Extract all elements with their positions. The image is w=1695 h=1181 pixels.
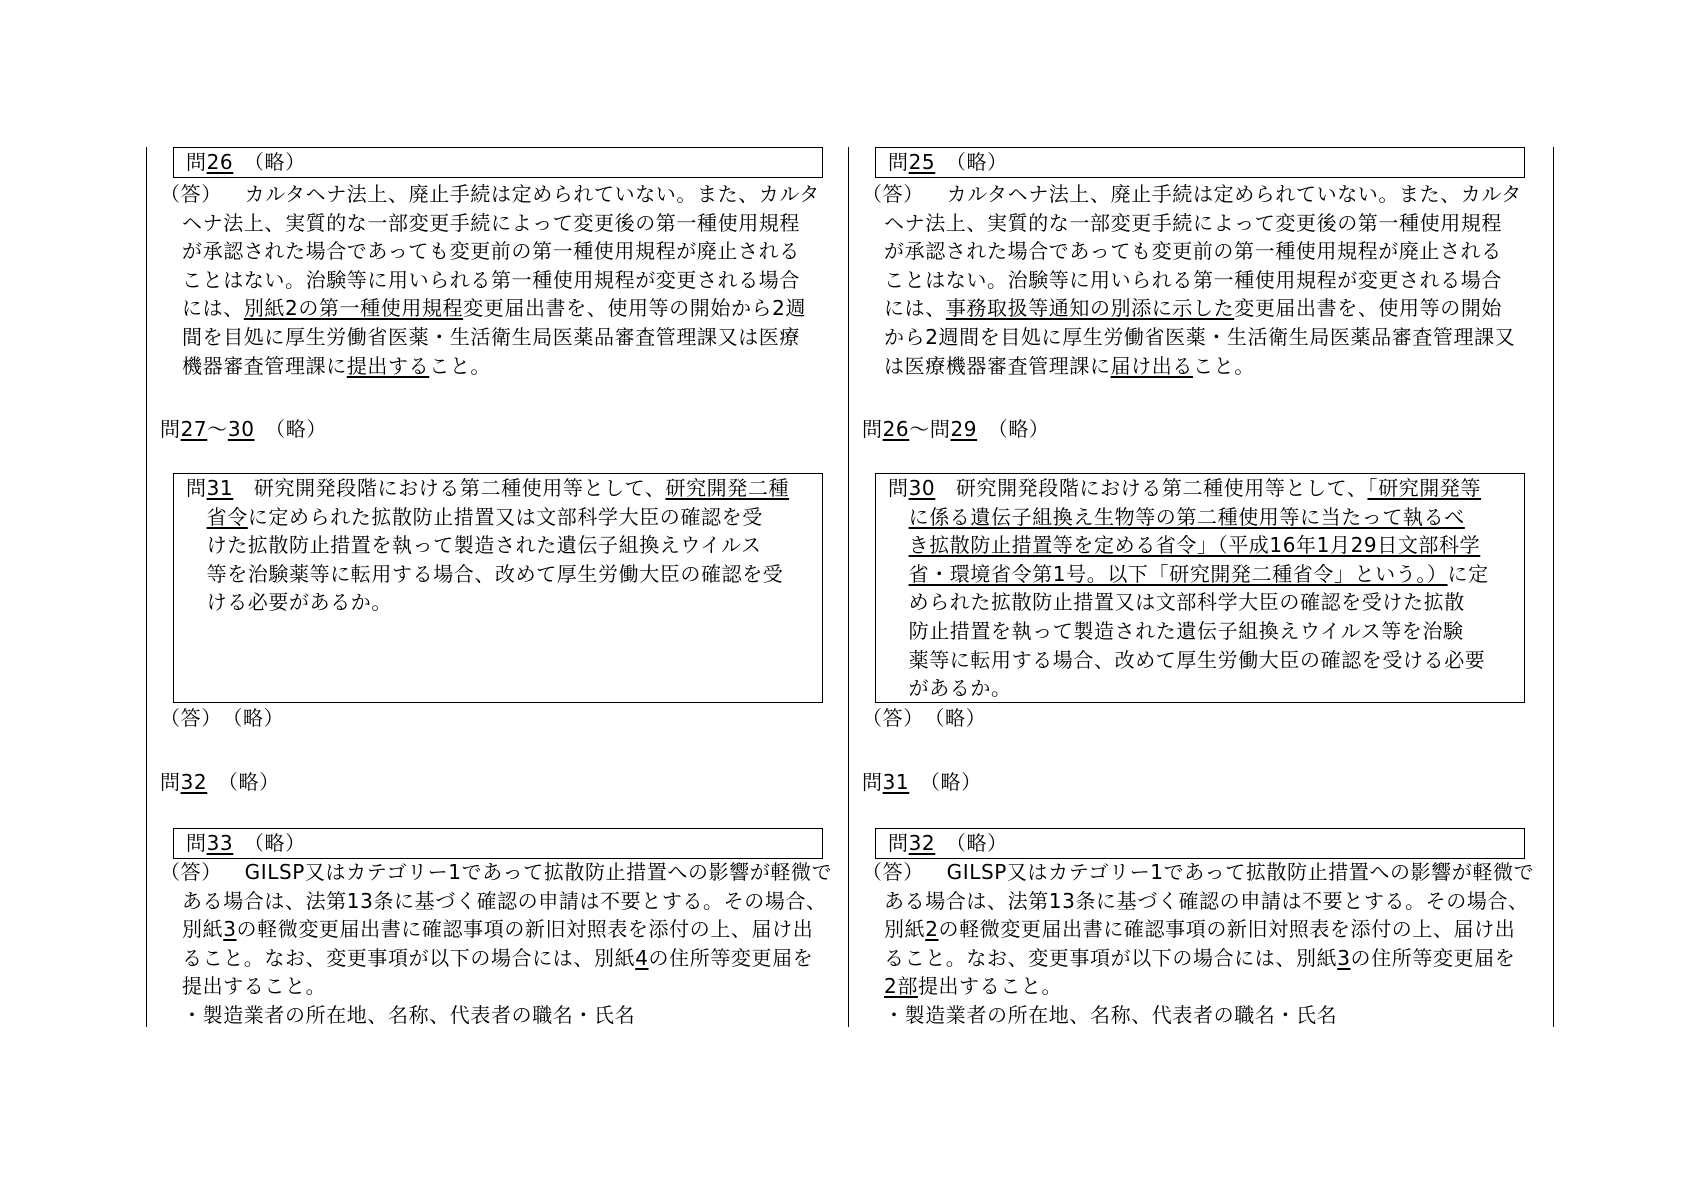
underlined-text: 2 bbox=[925, 917, 939, 942]
text-line bbox=[888, 560, 1518, 589]
text-run: から2週間を目処に厚生労働省医薬・生活衛生局医薬品審査管理課又 bbox=[884, 324, 1516, 349]
text-run: 機器審査管理課に bbox=[182, 353, 347, 378]
text-run: （略） bbox=[909, 770, 982, 794]
center-divider-line bbox=[848, 147, 849, 1027]
q31-heading bbox=[862, 768, 982, 797]
right-border-line bbox=[1553, 147, 1554, 1027]
underlined-text: 29 bbox=[950, 417, 978, 441]
text-run: 別紙 bbox=[884, 917, 926, 942]
q25-answer-text bbox=[884, 180, 1549, 380]
text-line bbox=[182, 294, 842, 323]
text-line bbox=[186, 588, 816, 617]
text-run: 提出すること。 bbox=[182, 974, 327, 999]
text-run: ～問 bbox=[909, 417, 951, 441]
text-run: けた拡散防止措置を執って製造された遺伝子組換えウイルス bbox=[186, 533, 762, 558]
text-line bbox=[888, 531, 1518, 560]
text-run: に定められた拡散防止措置又は文部科学大臣の確認を受 bbox=[247, 504, 763, 529]
text-run: があるか。 bbox=[888, 676, 1012, 701]
underlined-text: 27 bbox=[180, 417, 208, 441]
underlined-text: 31 bbox=[882, 770, 910, 794]
q30-question-text bbox=[888, 474, 1518, 703]
text-run: には、 bbox=[884, 296, 946, 321]
text-run: 変更届出書を、使用等の開始 bbox=[1234, 296, 1503, 321]
q33-bullet: ・製造業者の所在地、名称、代表者の職名・氏名 bbox=[182, 1003, 636, 1027]
text-line bbox=[884, 887, 1549, 916]
underlined-text: 省令 bbox=[206, 504, 248, 529]
underlined-text: 「研究開発等 bbox=[1367, 476, 1482, 500]
text-line bbox=[182, 323, 842, 352]
text-line bbox=[884, 352, 1549, 381]
text-line bbox=[182, 915, 842, 944]
text-run: 間を目処に厚生労働省医薬・生活衛生局医薬品審査管理課又は医療 bbox=[182, 324, 800, 349]
underlined-text: 26 bbox=[882, 417, 910, 441]
left-border-line bbox=[146, 147, 147, 1027]
text-line bbox=[182, 944, 842, 973]
underlined-text: 別紙2の第一種使用規程 bbox=[243, 296, 464, 321]
q33-answer-label: （答） bbox=[160, 860, 222, 884]
q32-bullet: ・製造業者の所在地、名称、代表者の職名・氏名 bbox=[884, 1003, 1338, 1027]
text-run: （略） bbox=[254, 417, 327, 441]
text-line bbox=[884, 180, 1549, 209]
underlined-text: 32 bbox=[180, 770, 208, 794]
text-run bbox=[888, 562, 909, 586]
text-run: 問 bbox=[862, 770, 883, 794]
underlined-text: き拡散防止措置等を定める省令」（平成16年1月29日文部科学 bbox=[908, 533, 1481, 558]
underlined-text: 2部 bbox=[884, 974, 918, 999]
text-run: められた拡散防止措置又は文部科学大臣の確認を受けた拡散 bbox=[888, 590, 1465, 615]
text-run: ること。なお、変更事項が以下の場合には、別紙 bbox=[182, 945, 636, 970]
q32-heading bbox=[160, 768, 280, 797]
text-run: 問 bbox=[888, 476, 909, 500]
text-run: カルタヘナ法上、廃止手続は定められていない。また、カルタ bbox=[224, 182, 820, 206]
text-run: 薬等に転用する場合、改めて厚生労働大臣の確認を受ける必要 bbox=[888, 647, 1486, 672]
text-run: 防止措置を執って製造された遺伝子組換えウイルス等を治験 bbox=[888, 618, 1464, 643]
text-line bbox=[884, 323, 1549, 352]
text-line bbox=[888, 474, 1518, 503]
text-run: GILSP又はカテゴリー1であって拡散防止措置への影響が軽微で bbox=[224, 860, 833, 884]
text-line bbox=[182, 180, 842, 209]
text-line bbox=[884, 858, 1549, 887]
text-run: ことはない。治験等に用いられる第一種使用規程が変更される場合 bbox=[182, 267, 800, 292]
text-line bbox=[884, 972, 1549, 1001]
text-line bbox=[186, 474, 816, 503]
text-line bbox=[182, 209, 842, 238]
text-line bbox=[186, 531, 816, 560]
q32-answer-label: （答） bbox=[862, 860, 924, 884]
text-run bbox=[888, 505, 909, 529]
text-run: の軽微変更届出書に確認事項の新旧対照表を添付の上、届け出 bbox=[236, 917, 814, 942]
text-line bbox=[888, 617, 1518, 646]
text-line bbox=[186, 560, 816, 589]
text-run: （略） bbox=[207, 770, 280, 794]
text-run: カルタヘナ法上、廃止手続は定められていない。また、カルタ bbox=[926, 182, 1522, 206]
text-run: の軽微変更届出書に確認事項の新旧対照表を添付の上、届け出 bbox=[938, 917, 1516, 942]
text-line bbox=[884, 915, 1549, 944]
underlined-text: 30 bbox=[908, 476, 936, 500]
text-line bbox=[884, 237, 1549, 266]
text-line bbox=[884, 266, 1549, 295]
text-run bbox=[186, 505, 207, 529]
text-line bbox=[888, 588, 1518, 617]
q25-answer-label: （答） bbox=[862, 182, 924, 206]
text-run: には、 bbox=[182, 296, 244, 321]
text-run: の住所等変更届を bbox=[648, 945, 814, 970]
text-line bbox=[186, 503, 816, 532]
text-run: 問 bbox=[862, 417, 883, 441]
underlined-text: 3 bbox=[223, 917, 237, 942]
text-run: ヘナ法上、実質的な一部変更手続によって変更後の第一種使用規程 bbox=[182, 210, 800, 235]
underlined-text: 4 bbox=[635, 945, 649, 970]
text-run: に定 bbox=[1447, 561, 1489, 586]
q32-answer-text bbox=[884, 858, 1549, 1001]
text-line bbox=[888, 674, 1518, 703]
text-line bbox=[182, 887, 842, 916]
underlined-text: 提出する bbox=[346, 353, 430, 378]
underlined-text: 研究開発二種 bbox=[665, 476, 790, 500]
text-run: 提出すること。 bbox=[917, 974, 1063, 999]
text-run: 変更届出書を、使用等の開始から2週 bbox=[463, 296, 807, 321]
underlined-text: 省・環境省令第1号。以下「研究開発二種省令」という。） bbox=[908, 561, 1448, 586]
underlined-text: 事務取扱等通知の別添に示した bbox=[945, 296, 1235, 321]
text-line bbox=[884, 209, 1549, 238]
text-run: が承認された場合であっても変更前の第一種使用規程が廃止される bbox=[182, 239, 800, 264]
q32-heading: 問32 （略） bbox=[888, 831, 1008, 855]
text-run: ある場合は、法第13条に基づく確認の申請は不要とする。その場合、 bbox=[884, 888, 1529, 913]
underlined-text: 届け出る bbox=[1110, 353, 1194, 378]
text-run: の住所等変更届を bbox=[1350, 945, 1516, 970]
text-line bbox=[884, 944, 1549, 973]
underlined-text: 3 bbox=[1337, 945, 1351, 970]
text-run: こと。 bbox=[1193, 353, 1255, 378]
text-run: こと。 bbox=[429, 353, 492, 378]
text-run: が承認された場合であっても変更前の第一種使用規程が廃止される bbox=[884, 239, 1502, 264]
underlined-text: に係る遺伝子組換え生物等の第二種使用等に当たって執るべ bbox=[908, 504, 1465, 529]
text-line bbox=[888, 646, 1518, 675]
text-line bbox=[182, 352, 842, 381]
text-line bbox=[888, 503, 1518, 532]
q33-answer-text bbox=[182, 858, 842, 1001]
q26-answer-label: （答） bbox=[160, 182, 222, 206]
text-run bbox=[888, 533, 909, 557]
q26-29-heading bbox=[862, 415, 1050, 444]
text-run: 問 bbox=[160, 417, 181, 441]
text-run: ～ bbox=[207, 417, 228, 441]
underlined-text: 30 bbox=[227, 417, 255, 441]
text-run: は医療機器審査管理課に bbox=[884, 353, 1111, 378]
q31-question-text bbox=[186, 474, 816, 617]
text-line bbox=[182, 972, 842, 1001]
q26-answer-text bbox=[182, 180, 842, 380]
q27-30-heading bbox=[160, 415, 327, 444]
text-line bbox=[182, 858, 842, 887]
q30-answer: （答） （略） bbox=[862, 706, 987, 730]
text-run: ける必要があるか。 bbox=[186, 590, 392, 615]
q26-heading: 問26 （略） bbox=[186, 150, 306, 174]
text-run: ある場合は、法第13条に基づく確認の申請は不要とする。その場合、 bbox=[182, 888, 827, 913]
text-run: （略） bbox=[977, 417, 1050, 441]
text-run: ること。なお、変更事項が以下の場合には、別紙 bbox=[884, 945, 1338, 970]
text-run: 研究開発段階における第二種使用等として、 bbox=[233, 476, 666, 500]
q25-heading: 問25 （略） bbox=[888, 150, 1008, 174]
text-line bbox=[182, 237, 842, 266]
text-run: 別紙 bbox=[182, 917, 224, 942]
text-run: GILSP又はカテゴリー1であって拡散防止措置への影響が軽微で bbox=[926, 860, 1535, 884]
q31-answer: （答） （略） bbox=[160, 706, 285, 730]
q33-heading: 問33 （略） bbox=[186, 831, 306, 855]
text-line bbox=[182, 266, 842, 295]
underlined-text: 31 bbox=[206, 476, 234, 500]
text-run: ヘナ法上、実質的な一部変更手続によって変更後の第一種使用規程 bbox=[884, 210, 1502, 235]
text-run: 問 bbox=[186, 476, 207, 500]
text-run: 等を治験薬等に転用する場合、改めて厚生労働大臣の確認を受 bbox=[186, 561, 784, 586]
text-line bbox=[884, 294, 1549, 323]
text-run: 問 bbox=[160, 770, 181, 794]
text-run: 研究開発段階における第二種使用等として、 bbox=[935, 476, 1368, 500]
text-run: ことはない。治験等に用いられる第一種使用規程が変更される場合 bbox=[884, 267, 1502, 292]
